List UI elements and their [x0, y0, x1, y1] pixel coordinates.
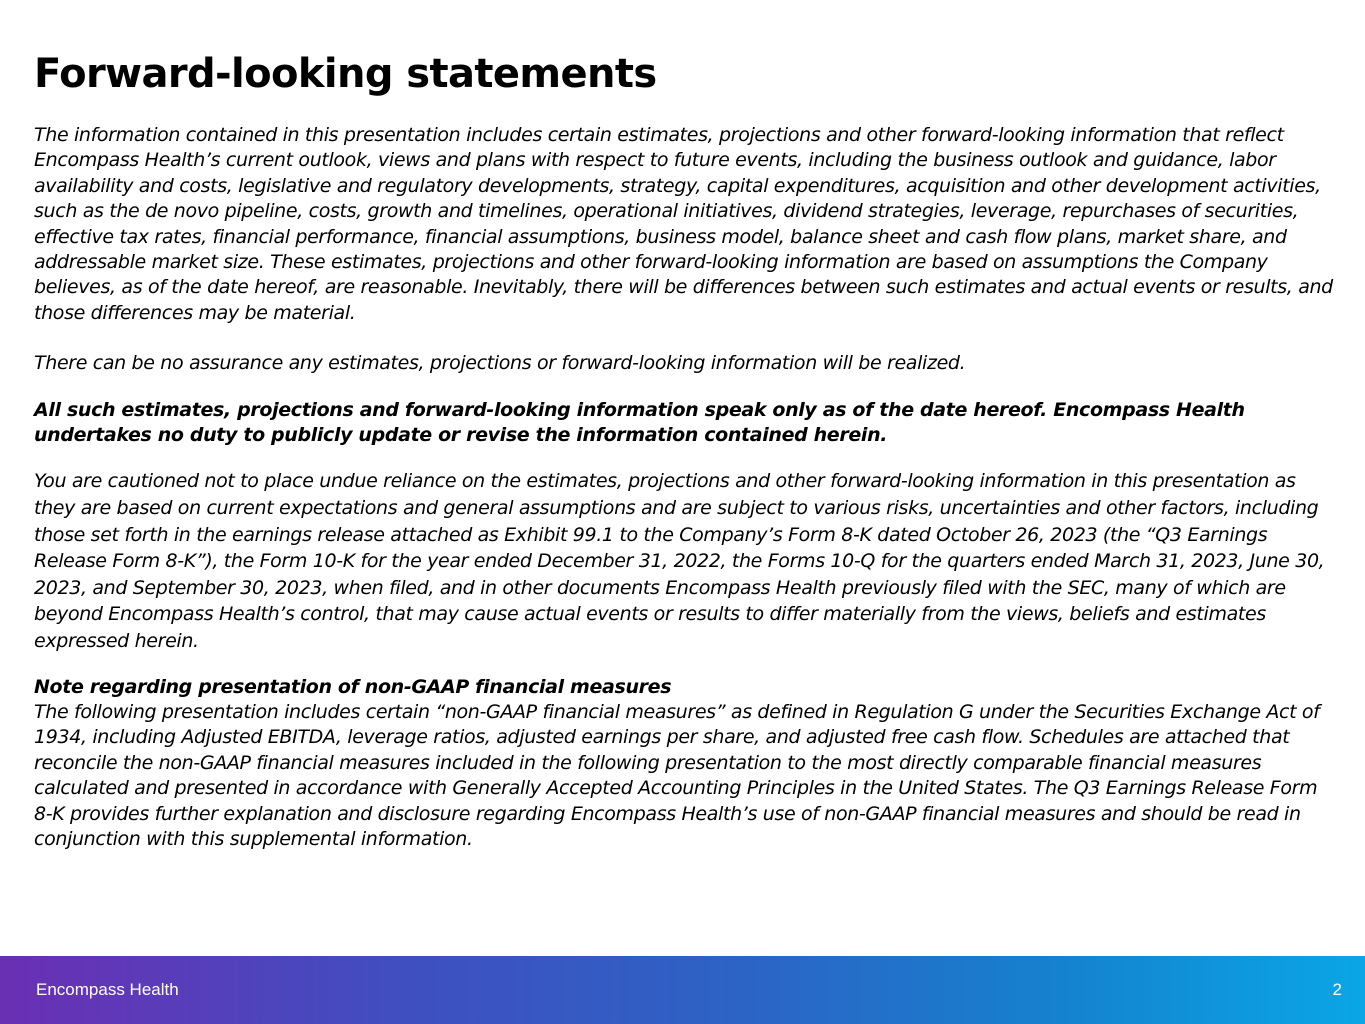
no-assurance-paragraph: There can be no assurance any estimates, projections or forward-looking information will be realized.: [34, 352, 966, 375]
non-gaap-heading: Note regarding presentation of non-GAAP financial measures: [34, 675, 672, 698]
footer-brand: Encompass Health: [36, 980, 179, 999]
intro-paragraph: The information contained in this presentation includes certain estimates, projections and other forward-looking information that reflect Encompass Health’s current outlook, views and plans with respect to future events, including the business outlook and guidance, labor availability and costs, legislative and regulatory developments, strategy, capital expenditures, acquisition and other development activities, such as the de novo pipeline, costs, growth and timelines, operational initiatives, dividend strategies, leverage, repurchases of securities, effective tax rates, financial performance, financial assumptions, business model, balance sheet and cash flow plans, market share, and addressable market size. These estimates, projections and other forward-looking information are based on assumptions the Company believes, as of the date hereof, are reasonable. Inevitably, there will be differences between such estimates and actual events or results, and those differences may be material.: [34, 124, 1333, 324]
speak-only-paragraph: All such estimates, projections and forward-looking information speak only as of the date hereof. Encompass Health undertakes no duty to publicly update or revise the information contained herein.: [34, 398, 1245, 447]
slide-body: [34, 123, 1334, 852]
non-gaap-body: The following presentation includes certain “non-GAAP financial measures” as defined in Regulation G under the Securities Exchange Act of 1934, including Adjusted EBITDA, leverage ratios, adjusted earnings per share, and adjusted free cash flow. Schedules are attached that reconcile the non-GAAP financial measures included in the following presentation to the most directly comparable financial measures calculated and presented in accordance with Generally Accepted Accounting Principles in the United States. The Q3 Earnings Release Form 8-K provides further explanation and disclosure regarding Encompass Health’s use of non-GAAP financial measures and should be read in conjunction with this supplemental information.: [34, 701, 1320, 851]
footer-bar: [0, 956, 1365, 1024]
page-title: Forward-looking statements: [34, 51, 657, 97]
page-number: 2: [1332, 980, 1342, 999]
caution-paragraph: You are cautioned not to place undue reliance on the estimates, projections and other forward-looking information in this presentation as they are based on current expectations and general assumptions and are subject to various risks, uncertainties and other factors, including those set forth in the earnings release attached as Exhibit 99.1 to the Company’s Form 8-K dated October 26, 2023 (the “Q3 Earnings Release Form 8-K”), the Form 10-K for the year ended December 31, 2022, the Forms 10-Q for the quarters ended March 31, 2023, June 30, 2023, and September 30, 2023, when filed, and in other documents Encompass Health previously filed with the SEC, many of which are beyond Encompass Health’s control, that may cause actual events or results to differ materially from the views, beliefs and estimates expressed herein.: [34, 470, 1325, 653]
non-gaap-section: [34, 675, 1334, 853]
